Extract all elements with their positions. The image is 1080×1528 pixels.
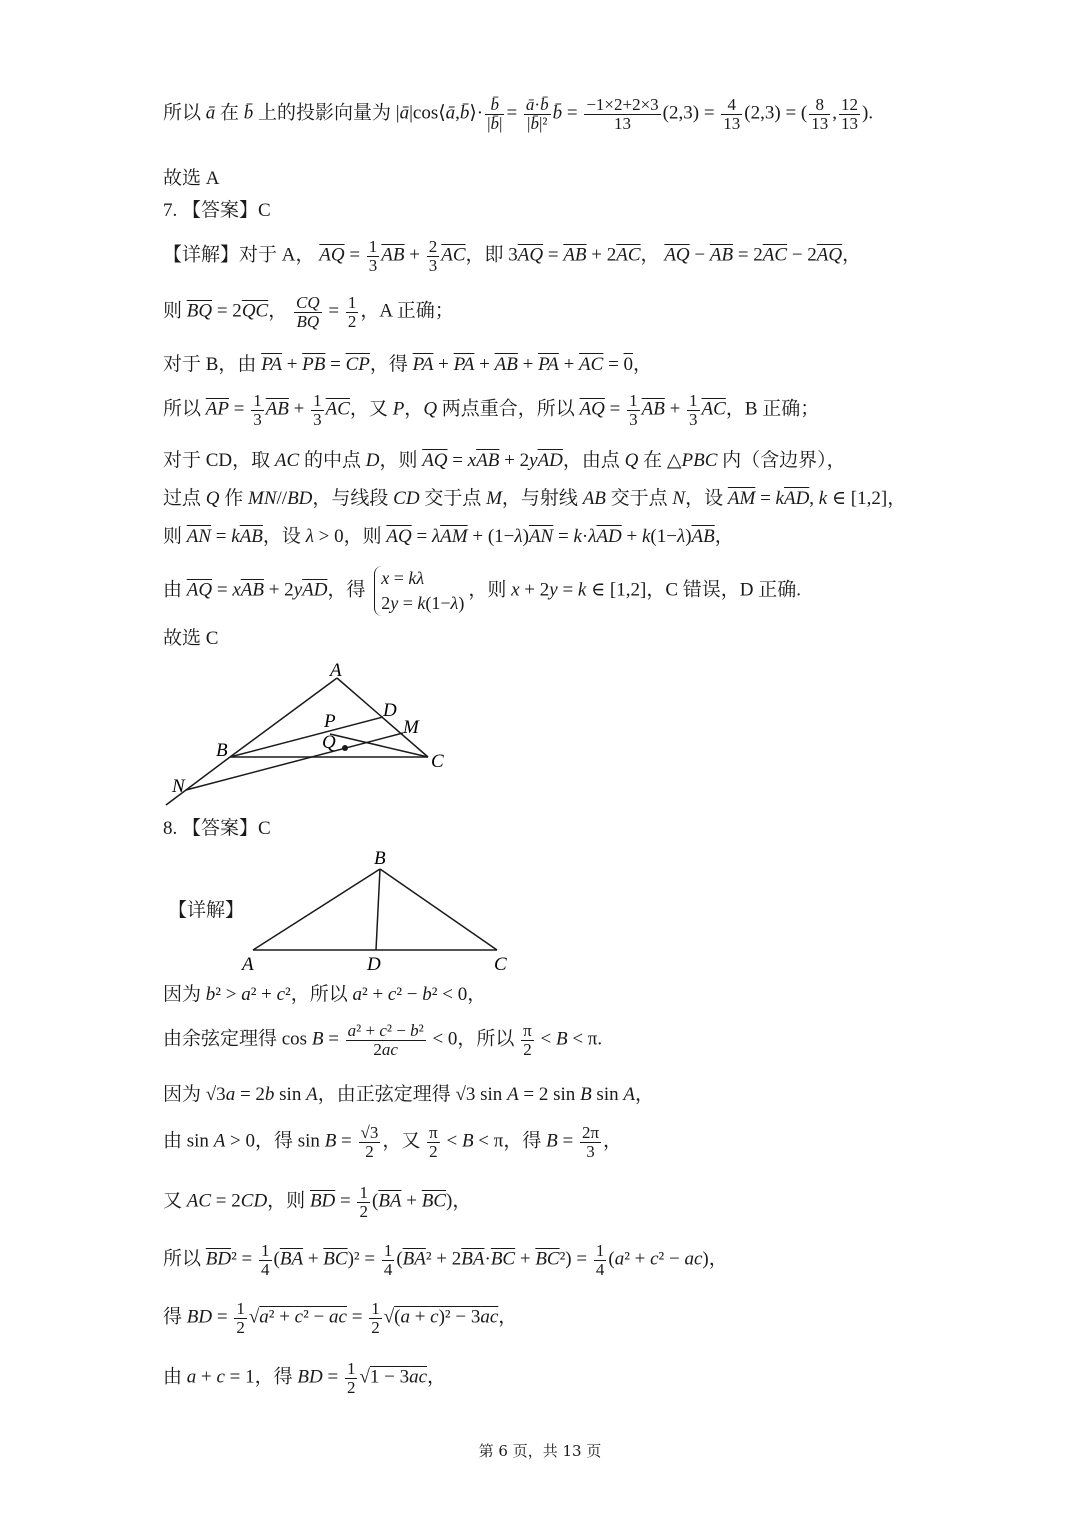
q8-line-1: 因为 b² > a² + c²，所以 a² + c² − b² < 0， bbox=[163, 984, 487, 1005]
label-D: D bbox=[383, 700, 397, 721]
label-B: B bbox=[216, 740, 228, 761]
segment-BD bbox=[376, 869, 380, 950]
q6-projection-line: 所以 ā 在 b̄ 上的投影向量为 |ā|cos⟨ā,b̄⟩· $\frac{b̄}{|b̄|}$ = $\frac{ā\cdot b̄}{\text{|b̄|²}}$ b̄ = $\frac{-1\times 2+2\times 3}{13}$ (2,3) = $\frac{4}{13}$ (2,3) = ( $\frac{8}{13}$ , $\frac{12}{13}$ ). bbox=[163, 95, 874, 133]
label-C: C bbox=[494, 954, 507, 975]
q7-line-8: 由 $\overline{AQ} = x\overline{AB} + 2y\overline{AD}$，得 x = kλ 2y = k(1−λ) ，则 x + 2y = k ∈ [1,2]，C 错误，D 正确. bbox=[163, 566, 1020, 616]
q7-line-4: 所以 $\overline{AP}$ = $\frac{1}{3}$ $\overline{AB}$ + $\frac{1}{3}$ $\overline{AC}$，又 P，Q 两点重合，所以 $\overline{AQ}$ = $\frac{1}{3}$ $\overline{AB}$ + $\frac{1}{3}$ $\overline{AC}$，B 正确； bbox=[163, 391, 820, 429]
label-A: A bbox=[242, 954, 254, 975]
segment-BD bbox=[230, 717, 383, 757]
q7-line-7: 则 $\overline{AN} = k\overline{AB}$，设 λ > 0，则 $\overline{AQ} = \lambda\overline{AM} + (1-\lambda)\overline{AN} = k\cdot\lambda\overline{AD} + k(1-\lambda)\overline{AB}$， bbox=[163, 526, 734, 547]
label-B: B bbox=[374, 848, 386, 869]
q8-line-8: 由 a + c = 1，得 BD = $\frac{1}{2}$ √1 − 3ac， bbox=[163, 1359, 447, 1397]
label-M: M bbox=[403, 717, 419, 738]
segment-AB bbox=[230, 678, 337, 757]
q8-detail-label: 【详解】 bbox=[168, 900, 245, 921]
q8-line-6: 所以 $\overline{BD}^2$ = $\frac{1}{4}$ $(\overline{BA} + \overline{BC})^2$ = $\frac{1}{4}$ $(\overline{BA}^2 + 2\overline{BA}\cdot\overline{BC} + \overline{BC}^2)$ = $\frac{1}{4}$ (a² + c² − ac)， bbox=[163, 1241, 728, 1279]
label-N: N bbox=[172, 776, 185, 797]
q6-choice: 故选 A bbox=[163, 168, 220, 189]
segment-AB bbox=[253, 869, 380, 950]
q7-line-6: 过点 Q 作 MN//BD，与线段 CD 交于点 M，与射线 AB 交于点 N，设 $\overline{AM} = k\overline{AD}$, k ∈ [1,2]， bbox=[163, 488, 907, 509]
q7-line-5: 对于 CD，取 AC 的中点 D，则 $\overline{AQ} = x\overline{AB} + 2y\overline{AD}$，由点 Q 在 △PBC 内（含边界）， bbox=[163, 450, 846, 471]
label-P: P bbox=[324, 711, 336, 732]
label-A: A bbox=[330, 660, 342, 681]
q8-line-3: 因为 √3a = 2b sin A，由正弦定理得 √3 sin A = 2 sin B sin A， bbox=[163, 1084, 654, 1105]
q8-line-2: 由余弦定理得 cos B = $\frac{\text{a² + c² − b²}}{2ac}$ < 0，所以 $\frac{\pi}{2}$ < B < π. bbox=[163, 1021, 603, 1059]
q8-line-4: 由 sin A > 0，得 sin B = $\frac{√3}{2}$ ，又 $\frac{\pi}{2}$ < B < π，得 B = $\frac{2\pi}{3}$ ， bbox=[163, 1123, 623, 1161]
q7-line-2: 则 $\overline{BQ} = 2\overline{QC}$， $\frac{CQ}{BQ}$ = $\frac{1}{2}$ ，A 正确； bbox=[163, 293, 454, 331]
label-Q: Q bbox=[322, 732, 336, 753]
q7-choice: 故选 C bbox=[163, 628, 219, 649]
q8-header: 8. 【答案】C bbox=[163, 818, 271, 839]
q8-figure bbox=[230, 842, 520, 977]
q7-line-1: 【详解】对于 A， $\overline{AQ}$ = $\frac{1}{3}$ $\overline{AB}$ + $\frac{2}{3}$ $\overline{AC}$，即 $3\overline{AQ} = \overline{AB} + 2\overline{AC}$， $\overline{AQ} - \overline{AB} = 2\overline{AC} - 2\overline{AQ}$， bbox=[163, 237, 862, 275]
page-footer: 第 6 页，共 13 页 bbox=[478, 1442, 602, 1460]
label-D: D bbox=[367, 954, 381, 975]
segment-BC bbox=[380, 869, 497, 950]
label-C: C bbox=[431, 751, 444, 772]
point-Q-dot bbox=[342, 745, 348, 751]
q7-figure bbox=[150, 652, 470, 812]
q8-line-7: 得 BD = $\frac{1}{2}$ √a² + c² − ac = $\frac{1}{2}$ √(a + c)² − 3ac， bbox=[163, 1299, 518, 1337]
q7-header: 7. 【答案】C bbox=[163, 200, 271, 221]
q7-detail-label: 【详解】 bbox=[163, 244, 240, 266]
q7-line-3: 对于 B，由 $\overline{PA} + \overline{PB} = \overline{CP}$，得 $\overline{PA} + \overline{PA} + \overline{AB} + \overline{PA} + \overline{AC} = 0$， bbox=[163, 354, 653, 375]
q8-line-5: 又 AC = 2CD，则 $\overline{BD}$ = $\frac{1}{2}$ $(\overline{BA} + \overline{BC})$， bbox=[163, 1183, 472, 1221]
